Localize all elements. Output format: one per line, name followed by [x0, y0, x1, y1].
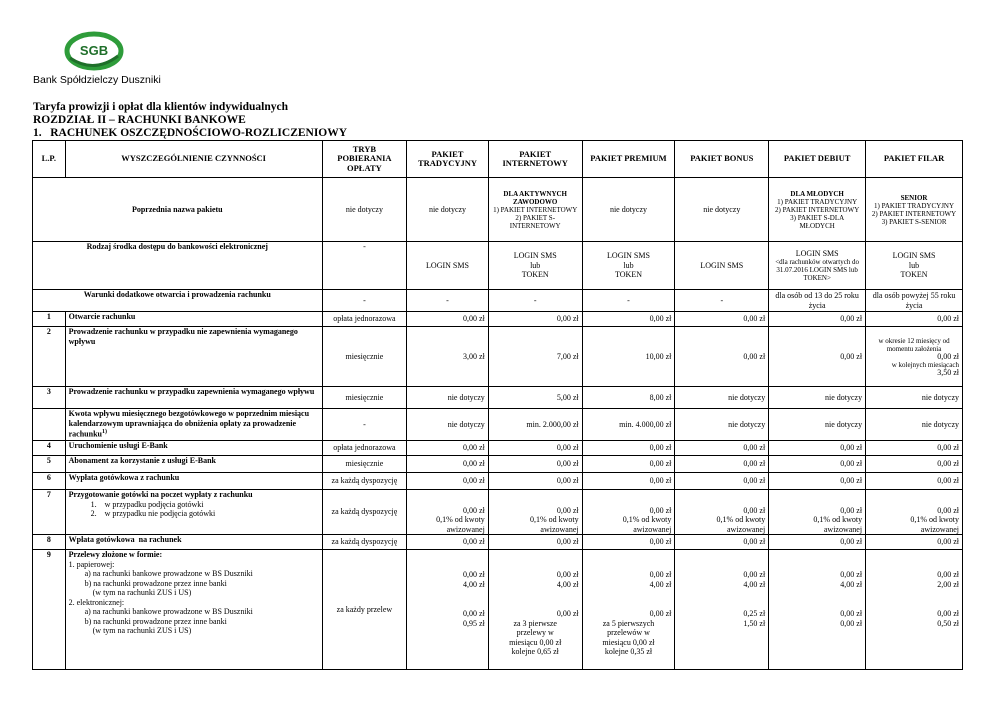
spacer — [69, 636, 319, 664]
access-label: Rodzaj środka dostępu do bankowości elektronicznej — [33, 242, 323, 290]
cell-line: TOKEN — [615, 270, 642, 280]
cell: 10,00 zł — [582, 327, 675, 387]
cell-line: 0,00 zł — [937, 351, 959, 361]
cell-line: 3,50 zł — [937, 367, 959, 377]
cell — [582, 550, 675, 670]
conditions-label: Warunki dodatkowe otwarcia i prowadzenia rachunku — [33, 290, 323, 312]
cell-line: LOGIN SMS — [607, 251, 650, 261]
cell — [769, 550, 866, 670]
cell: 0,00 zł — [866, 535, 963, 550]
cell-line: awizowanej — [446, 524, 485, 534]
cell-line: 0,95 zł — [463, 618, 485, 628]
list-item: a) na rachunki bankowe prowadzone w BS Duszniki — [84, 607, 253, 616]
cell-line: 0,00 zł — [463, 570, 485, 579]
cell: 0,00 zł — [582, 535, 675, 550]
cell: nie dotyczy — [582, 178, 675, 242]
chapter-title: ROZDZIAŁ II – RACHUNKI BANKOWE — [33, 114, 246, 126]
row-label: Prowadzenie rachunku w przypadku nie zapewnienia wymaganego wpływu — [65, 327, 322, 387]
cell-line: 0,00 zł — [937, 570, 959, 579]
cell: LOGIN SMS — [407, 242, 489, 290]
col-desc: WYSZCZEGÓLNIENIE CZYNNOŚCI — [65, 141, 322, 178]
cell — [866, 178, 963, 242]
cell: 0,00 zł — [582, 473, 675, 490]
cell-line: kolejne 0,35 zł — [604, 647, 653, 656]
cell-line: 0,00 zł — [556, 609, 579, 618]
row-label — [65, 490, 322, 535]
list-heading: 1. papierowej: — [68, 559, 115, 569]
row-mode: miesięcznie — [322, 327, 407, 387]
cell-title: DLA MŁODYCH — [790, 189, 844, 198]
cell-line: lub — [623, 260, 634, 270]
cell: 0,00 zł — [675, 312, 769, 327]
cell: 0,00 zł — [769, 327, 866, 387]
cell: - — [582, 290, 675, 312]
table-row-prev-name — [33, 178, 963, 242]
cell: - — [488, 290, 582, 312]
cell: 7,00 zł — [488, 327, 582, 387]
cell: 0,00 zł — [407, 456, 489, 473]
list-item: 1. w przypadku podjęcia gotówki — [90, 499, 204, 509]
cell: min. 2.000,00 zł — [488, 409, 582, 441]
spacer — [678, 589, 765, 609]
list-item: a) na rachunki bankowe prowadzone w BS Duszniki — [84, 569, 253, 578]
table-row — [33, 409, 963, 441]
prev-name-label: Poprzednia nazwa pakietu — [33, 178, 323, 242]
cell — [582, 490, 675, 535]
cell: nie dotyczy — [407, 387, 489, 409]
cell: 0,00 zł — [866, 456, 963, 473]
col-debiut: PAKIET DEBIUT — [769, 141, 866, 178]
cell: 0,00 zł — [582, 312, 675, 327]
cell-line: 4,00 zł — [556, 579, 579, 589]
cell: dla osób od 13 do 25 roku życia — [769, 290, 866, 312]
row-label — [65, 550, 322, 670]
cell-line: kolejne 0,65 zł — [511, 647, 559, 656]
cell-line: 0,00 zł — [840, 618, 863, 628]
table-row — [33, 456, 963, 473]
cell — [488, 550, 582, 670]
spacer — [772, 589, 862, 609]
cell — [866, 327, 963, 387]
cell-line: 0,25 zł — [743, 609, 766, 618]
row-lp: 2 — [33, 327, 66, 387]
row-label-text: Przelewy złożone w formie: — [68, 550, 163, 559]
cell-line: LOGIN SMS — [795, 248, 839, 258]
row-lp: 7 — [33, 490, 66, 535]
spacer — [678, 550, 765, 570]
cell-line: 0,00 zł — [743, 570, 766, 579]
cell-line: 0,00 zł — [463, 609, 485, 618]
cell — [866, 550, 963, 670]
cell: nie dotyczy — [866, 409, 963, 441]
cell: 0,00 zł — [407, 312, 489, 327]
cell — [407, 550, 489, 670]
cell-line: 0,1% od kwoty — [622, 515, 672, 524]
list-note: (w tym na rachunki ZUS i US) — [92, 588, 192, 597]
spacer — [869, 550, 959, 570]
list-item: b) na rachunki prowadzone przez inne banki — [84, 578, 227, 588]
cell-line: 0,1% od kwoty — [716, 515, 766, 524]
cell-line: 4,00 zł — [840, 579, 863, 589]
cell: 0,00 zł — [675, 441, 769, 456]
table-row-access — [33, 242, 963, 290]
table-row-conditions — [33, 290, 963, 312]
row-mode: za każdy przelew — [322, 550, 407, 670]
row-mode: opłata jednorazowa — [322, 441, 407, 456]
cell: nie dotyczy — [407, 409, 489, 441]
cell-line: 1) PAKIET TRADYCYJNY — [777, 197, 858, 206]
cell: - — [322, 242, 407, 290]
cell: 8,00 zł — [582, 387, 675, 409]
row-lp: 9 — [33, 550, 66, 670]
col-filar: PAKIET FILAR — [866, 141, 963, 178]
row-label: Prowadzenie rachunku w przypadku zapewnienia wymaganego wpływu — [65, 387, 322, 409]
cell-line: 3) PAKIET S-DLA MŁODYCH — [790, 213, 845, 230]
cell-line: awizowanej — [823, 524, 863, 534]
cell-line: 2,00 zł — [937, 579, 959, 589]
spacer — [772, 550, 862, 570]
cell-title: SENIOR — [900, 193, 928, 202]
col-lp: L.P. — [33, 141, 66, 178]
row-mode: miesięcznie — [322, 387, 407, 409]
cell — [866, 490, 963, 535]
col-mode: TRYB POBIERANIA OPŁATY — [322, 141, 407, 178]
cell: 0,00 zł — [488, 456, 582, 473]
cell: 0,00 zł — [488, 441, 582, 456]
cell-line: awizowanej — [540, 524, 579, 534]
cell: - — [675, 290, 769, 312]
spacer — [410, 550, 485, 570]
cell: - — [322, 290, 407, 312]
cell — [866, 242, 963, 290]
cell: min. 4.000,00 zł — [582, 409, 675, 441]
cell: nie dotyczy — [769, 409, 866, 441]
sgb-logo — [64, 30, 124, 72]
cell-line: 0,00 zł — [840, 570, 863, 579]
cell-line: awizowanej — [633, 524, 672, 534]
cell: 0,00 zł — [675, 473, 769, 490]
table-header-row — [33, 141, 963, 178]
cell: 0,00 zł — [582, 456, 675, 473]
cell-line: LOGIN SMS — [892, 251, 936, 261]
cell: 0,00 zł — [407, 535, 489, 550]
cell: nie dotyczy — [866, 387, 963, 409]
cell-line: LOGIN SMS — [513, 251, 557, 261]
row-label: Abonament za korzystanie z usługi E-Bank — [65, 456, 322, 473]
cell: 0,00 zł — [866, 312, 963, 327]
cell-line: 1,50 zł — [743, 618, 766, 628]
table-row — [33, 550, 963, 670]
cell-line: za 3 pierwsze — [513, 618, 557, 628]
row-lp: 4 — [33, 441, 66, 456]
cell: 0,00 zł — [675, 535, 769, 550]
cell: 0,00 zł — [866, 473, 963, 490]
cell: nie dotyczy — [675, 387, 769, 409]
cell-line: 0,00 zł — [649, 570, 672, 579]
cell: 0,00 zł — [407, 473, 489, 490]
table-row — [33, 535, 963, 550]
section-title: 1. RACHUNEK OSZCZĘDNOŚCIOWO-ROZLICZENIOWY — [33, 127, 348, 139]
row-label: Uruchomienie usługi E-Bank — [65, 441, 322, 456]
cell-line: 1) PAKIET INTERNETOWY — [493, 205, 578, 214]
cell — [488, 242, 582, 290]
cell: 0,00 zł — [769, 312, 866, 327]
cell: - — [407, 290, 489, 312]
cell-line: TOKEN — [521, 270, 549, 280]
cell: 0,00 zł — [488, 473, 582, 490]
cell — [769, 242, 866, 290]
table-row — [33, 327, 963, 387]
cell-line: lub — [530, 260, 541, 270]
row-label-text: Przygotowanie gotówki na poczet wypłaty z rachunku — [68, 490, 253, 499]
row-lp: 6 — [33, 473, 66, 490]
row-mode: za każdą dyspozycję — [322, 490, 407, 535]
spacer — [410, 589, 485, 609]
cell-line: 0,00 zł — [840, 609, 863, 618]
cell: 3,00 zł — [407, 327, 489, 387]
cell-line: miesiącu 0,00 zł — [509, 637, 562, 647]
list-item: b) na rachunki prowadzone przez inne banki — [84, 616, 227, 626]
cell-line: przelewy w — [516, 628, 554, 637]
cell-line: 0,00 zł — [840, 505, 863, 515]
row-label: Otwarcie rachunku — [65, 312, 322, 327]
table-row — [33, 387, 963, 409]
fee-table — [32, 140, 963, 670]
spacer — [586, 550, 672, 570]
document-title: Taryfa prowizji i opłat dla klientów indywidualnych — [33, 101, 288, 113]
cell — [769, 490, 866, 535]
row-lp: 8 — [33, 535, 66, 550]
cell-note: w kolejnych miesiącach — [891, 360, 959, 369]
cell: 0,00 zł — [866, 441, 963, 456]
row-lp: 1 — [33, 312, 66, 327]
cell-line: 0,00 zł — [463, 505, 485, 515]
cell-line: 0,00 zł — [649, 609, 672, 618]
cell-line: 2) PAKIET S-INTERNETOWY — [509, 213, 561, 230]
cell: 0,00 zł — [675, 456, 769, 473]
cell-line: za 5 pierwszych — [602, 618, 655, 628]
cell: nie dotyczy — [675, 409, 769, 441]
cell: nie dotyczy — [322, 178, 407, 242]
cell: 0,00 zł — [488, 312, 582, 327]
list-note: (w tym na rachunki ZUS i US) — [92, 626, 192, 635]
cell: 0,00 zł — [769, 441, 866, 456]
cell-line: 0,1% od kwoty — [436, 515, 485, 524]
cell-line: 0,00 zł — [743, 505, 766, 515]
cell — [582, 242, 675, 290]
cell-line: TOKEN — [900, 270, 928, 280]
col-tradycyjny: PAKIET TRADYCYJNY — [407, 141, 489, 178]
col-bonus: PAKIET BONUS — [675, 141, 769, 178]
row-mode: - — [322, 409, 407, 441]
cell-line: 0,1% od kwoty — [813, 515, 863, 524]
cell — [675, 490, 769, 535]
row-lp: 5 — [33, 456, 66, 473]
cell-note: w okresie 12 miesięcy od momentu założenia — [878, 336, 950, 353]
cell: 0,00 zł — [488, 535, 582, 550]
cell — [769, 178, 866, 242]
cell-line: awizowanej — [920, 524, 959, 534]
cell-line: 4,00 zł — [649, 579, 672, 589]
row-label: Wypłata gotówkowa z rachunku — [65, 473, 322, 490]
list-item: 2. w przypadku nie podjęcia gotówki — [90, 509, 216, 518]
table-row — [33, 473, 963, 490]
row-mode: za każdą dyspozycję — [322, 535, 407, 550]
cell: 0,00 zł — [407, 441, 489, 456]
cell: nie dotyczy — [769, 387, 866, 409]
cell-line: 2) PAKIET INTERNETOWY — [775, 205, 860, 214]
cell-line: 3) PAKIET S-SENIOR — [881, 217, 947, 226]
row-mode: opłata jednorazowa — [322, 312, 407, 327]
cell-line: awizowanej — [727, 524, 766, 534]
cell-line: 2) PAKIET INTERNETOWY — [871, 209, 957, 218]
spacer — [869, 589, 959, 609]
cell: 0,00 zł — [769, 456, 866, 473]
spacer — [586, 589, 672, 609]
cell-line: miesiącu 0,00 zł — [602, 637, 655, 647]
cell-line: 0,00 zł — [556, 505, 579, 515]
cell — [675, 550, 769, 670]
bank-name: Bank Spółdzielczy Duszniki — [33, 74, 161, 86]
spacer — [492, 589, 579, 609]
cell: nie dotyczy — [675, 178, 769, 242]
cell — [488, 178, 582, 242]
cell: 0,00 zł — [769, 535, 866, 550]
row-lp — [33, 409, 66, 441]
cell-line: lub — [908, 260, 920, 270]
cell: LOGIN SMS — [675, 242, 769, 290]
list-heading: 2. elektronicznej: — [68, 597, 125, 607]
col-internetowy: PAKIET INTERNETOWY — [488, 141, 582, 178]
cell: 0,00 zł — [675, 327, 769, 387]
cell-line: 0,00 zł — [556, 570, 579, 579]
cell-line: 0,00 zł — [937, 609, 959, 618]
cell-line: przelewów w — [607, 628, 650, 637]
row-label: Wpłata gotówkowa na rachunek — [65, 535, 322, 550]
cell: 0,00 zł — [769, 473, 866, 490]
row-mode: za każdą dyspozycję — [322, 473, 407, 490]
row-lp: 3 — [33, 387, 66, 409]
spacer — [492, 550, 579, 570]
cell-line: 0,1% od kwoty — [529, 515, 579, 524]
row-mode: miesięcznie — [322, 456, 407, 473]
cell: nie dotyczy — [407, 178, 489, 242]
cell-line: 0,00 zł — [649, 505, 672, 515]
table-row — [33, 441, 963, 456]
table-row — [33, 490, 963, 535]
col-premium: PAKIET PREMIUM — [582, 141, 675, 178]
row-label-text: Kwota wpływu miesięcznego bezgotówkowego w poprzednim miesiącu kalendarzowym uprawniająca do obniżenia opłaty za prowadzenie rachunku — [68, 409, 310, 439]
cell: 0,00 zł — [582, 441, 675, 456]
cell-line: 0,50 zł — [937, 618, 959, 628]
cell-line: 1) PAKIET TRADYCYJNY — [874, 201, 955, 210]
cell — [488, 490, 582, 535]
cell-title: DLA AKTYWNYCH ZAWODOWO — [503, 189, 567, 206]
svg-text:SGB: SGB — [79, 43, 109, 58]
cell-line: 0,1% od kwoty — [910, 515, 959, 524]
cell-line: 4,00 zł — [743, 579, 766, 589]
row-label — [65, 409, 322, 441]
table-row — [33, 312, 963, 327]
footnote-mark: 1) — [101, 429, 107, 435]
cell-line: 4,00 zł — [463, 579, 485, 589]
cell — [407, 490, 489, 535]
cell-note: <dla rachunków otwartych do 31.07.2016 LOGIN SMS lub TOKEN> — [775, 258, 860, 283]
cell: 5,00 zł — [488, 387, 582, 409]
cell-line: 0,00 zł — [937, 505, 959, 515]
cell: dla osób powyżej 55 roku życia — [866, 290, 963, 312]
